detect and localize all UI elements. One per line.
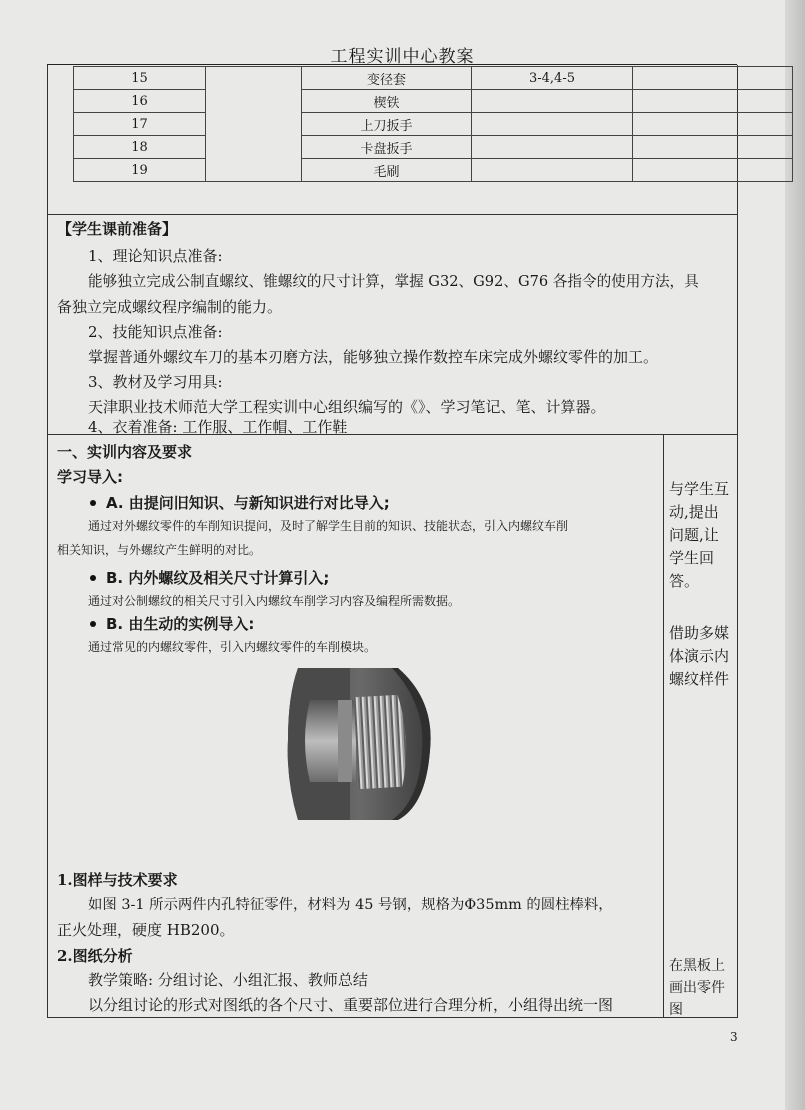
prep-clothing: 4、衣着准备: 工作服、工作帽、工作鞋 (88, 418, 348, 436)
drawing-title: 1.图样与技术要求 (57, 871, 178, 889)
tool-name: 变径套 (302, 67, 472, 90)
item-a-line2: 相关知识，与外螺纹产生鲜明的对比。 (57, 543, 262, 557)
content-section-title: 一、实训内容及要求 (57, 443, 193, 461)
table-row (74, 67, 793, 90)
tool-note (633, 136, 793, 159)
table-row (74, 159, 793, 182)
tool-note (633, 67, 793, 90)
section-divider (47, 434, 738, 435)
prep-materials-text: 天津职业技术师范大学工程实训中心组织编写的《》、学习笔记、笔、计算器。 (88, 398, 606, 416)
item-b2-title: B. 由生动的实例导入: (106, 615, 255, 633)
intro-title: 学习导入: (57, 468, 123, 486)
row-number: 16 (74, 90, 206, 113)
tool-spec: 3-4,4-5 (472, 67, 633, 90)
item-a-title: A. 由提问旧知识、与新知识进行对比导入; (106, 494, 390, 512)
analysis-text: 以分组讨论的形式对图纸的各个尺寸、重要部位进行合理分析，小组得出统一图 (88, 996, 614, 1014)
tool-spec (472, 113, 633, 136)
tool-spec (472, 136, 633, 159)
prep-title: 【学生课前准备】 (57, 220, 178, 238)
table-row (74, 136, 793, 159)
page-header-title: 工程实训中心教案 (330, 47, 475, 67)
section-divider (47, 214, 738, 215)
drawing-line2: 正火处理，硬度 HB200。 (57, 921, 235, 939)
prep-theory-title: 1、理论知识点准备: (88, 247, 223, 265)
threaded-part-image (280, 660, 440, 825)
side-note-multimedia: 借助多媒体演示内螺纹样件 (669, 624, 730, 688)
bullet-icon (90, 575, 96, 581)
tool-name: 楔铁 (302, 90, 472, 113)
tool-name: 毛刷 (302, 159, 472, 182)
tools-table (73, 66, 793, 182)
merged-cell (206, 67, 302, 182)
tool-spec (472, 90, 633, 113)
prep-skill-title: 2、技能知识点准备: (88, 323, 223, 341)
page-number: 3 (730, 1030, 738, 1044)
table-row (74, 90, 793, 113)
drawing-line1: 如图 3-1 所示两件内孔特征零件，材料为 45 号钢，规格为Φ35mm 的圆柱棒料， (88, 897, 613, 913)
item-b1-title: B. 内外螺纹及相关尺寸计算引入; (106, 569, 330, 587)
tool-name: 上刀扳手 (302, 113, 472, 136)
side-note-interaction: 与学生互动,提出问题,让学生回答。 (669, 480, 730, 590)
tool-note (633, 159, 793, 182)
item-b2-text: 通过常见的内螺纹零件，引入内螺纹零件的车削模块。 (88, 640, 377, 654)
tool-note (633, 90, 793, 113)
prep-theory-line2: 备独立完成螺纹程序编制的能力。 (57, 298, 283, 316)
bullet-icon (90, 500, 96, 506)
item-b1-text: 通过对公制螺纹的相关尺寸引入内螺纹车削学习内容及编程所需数据。 (88, 594, 461, 608)
tool-name: 卡盘扳手 (302, 136, 472, 159)
table-row (74, 113, 793, 136)
row-number: 18 (74, 136, 206, 159)
side-note-blackboard: 在黑板上画出零件图 (669, 958, 725, 1018)
prep-materials-title: 3、教材及学习用具: (88, 373, 223, 391)
analysis-title: 2.图纸分析 (57, 947, 133, 965)
bullet-icon (90, 621, 96, 627)
item-a-line1: 通过对外螺纹零件的车削知识提问，及时了解学生目前的知识、技能状态，引入内螺纹车削 (88, 519, 569, 533)
prep-theory-line1: 能够独立完成公制直螺纹、锥螺纹的尺寸计算，掌握 G32、G92、G76 各指令的使用方法，具 (88, 273, 699, 290)
prep-skill-text: 掌握普通外螺纹车刀的基本刃磨方法，能够独立操作数控车床完成外螺纹零件的加工。 (88, 348, 659, 366)
row-number: 15 (74, 67, 206, 90)
column-divider (663, 434, 664, 1018)
tool-spec (472, 159, 633, 182)
analysis-strategy: 教学策略: 分组讨论、小组汇报、教师总结 (88, 971, 368, 989)
row-number: 17 (74, 113, 206, 136)
tool-note (633, 113, 793, 136)
row-number: 19 (74, 159, 206, 182)
